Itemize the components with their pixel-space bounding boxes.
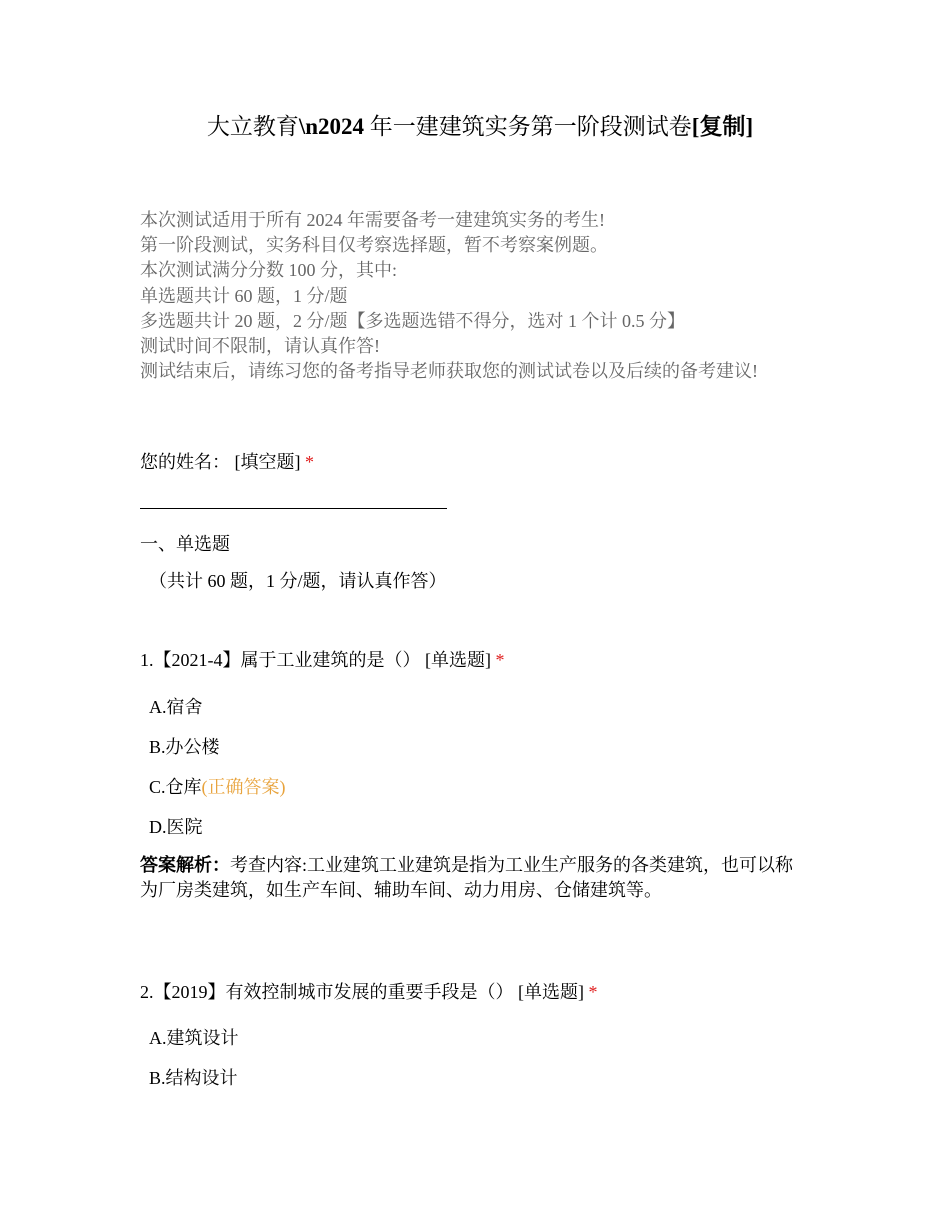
analysis-text: 考查内容:工业建筑工业建筑是指为工业生产服务的各类建筑，也可以称为厂房类建筑，如生产车间、辅助车间、动力用房、仓储建筑等。 (140, 855, 793, 900)
title-copy-tag: [复制] (691, 114, 754, 139)
q1-option-d[interactable] (149, 815, 203, 839)
intro-line: 测试时间不限制，请认真作答! (140, 336, 380, 357)
intro-line: 第一阶段测试，实务科目仅考察选择题，暂不考察案例题。 (140, 235, 608, 256)
question-text: 2.【2019】有效控制城市发展的重要手段是（） (140, 982, 514, 1002)
option-text: B.办公楼 (149, 737, 220, 757)
title-prefix: 大立教育 (206, 114, 299, 139)
section-title: 一、单选题 (140, 534, 230, 554)
option-text: B.结构设计 (149, 1068, 238, 1088)
name-question-text: 您的姓名： (140, 452, 230, 472)
question-text: 1.【2021-4】属于工业建筑的是（） (140, 650, 421, 670)
intro-line: 测试结束后，请练习您的备考指导老师获取您的测试试卷以及后续的备考建议! (140, 361, 758, 382)
question-type: [单选题] (518, 982, 584, 1002)
name-question-label (140, 450, 314, 474)
required-mark: * (588, 982, 598, 1002)
option-text: C.仓库 (149, 777, 202, 797)
name-input-line[interactable] (140, 508, 447, 509)
section-note: （共计 60 题，1 分/题，请认真作答） (149, 571, 447, 591)
intro-line: 单选题共计 60 题，1 分/题 (140, 285, 348, 306)
correct-answer-tag: (正确答案) (201, 777, 286, 797)
intro-line: 多选题共计 20 题，2 分/题【多选题选错不得分，选对 1 个计 0.5 分】 (140, 310, 685, 331)
q2-option-a[interactable] (149, 1026, 239, 1050)
question-type: [单选题] (425, 650, 491, 670)
title-year: \n2024 (298, 114, 365, 139)
q1-option-b[interactable] (149, 735, 220, 759)
intro-text (140, 208, 840, 384)
q1-option-c[interactable] (149, 775, 286, 799)
page-title (0, 112, 950, 142)
intro-line: 本次测试适用于所有 2024 年需要备考一建建筑实务的考生! (140, 210, 605, 230)
intro-line: 本次测试满分分数 100 分，其中: (140, 260, 397, 281)
option-text: A.建筑设计 (149, 1028, 239, 1048)
q1-option-a[interactable] (149, 695, 203, 719)
q2-option-b[interactable] (149, 1066, 238, 1090)
option-text: D.医院 (149, 817, 203, 837)
analysis-label: 答案解析： (140, 855, 230, 875)
question-1-label (140, 648, 505, 672)
option-text: A.宿舍 (149, 697, 203, 717)
required-mark: * (495, 650, 505, 670)
required-mark: * (305, 452, 314, 472)
answer-analysis (140, 853, 810, 903)
title-middle: 年一建建筑实务第一阶段测试卷 (364, 114, 692, 139)
question-2-label (140, 980, 598, 1004)
question-type: [填空题] (234, 452, 301, 472)
